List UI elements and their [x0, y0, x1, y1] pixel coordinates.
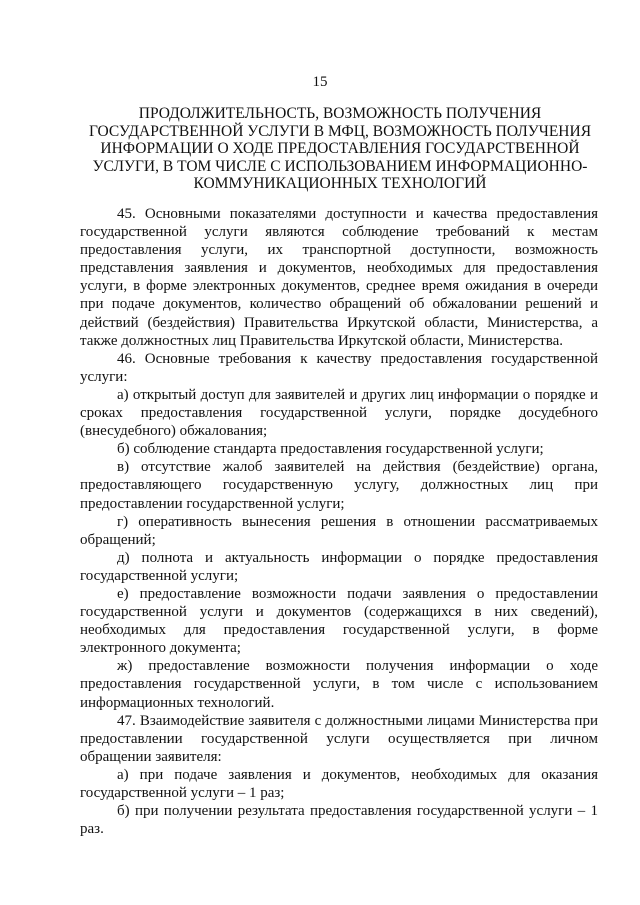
list-item-b-2: б) при получении результата предоставления государственной услуги – 1 раз. [80, 803, 598, 838]
paragraph-47: 47. Взаимодействие заявителя с должностными лицами Министерства при предоставлении государственной услуги осуществляется при личном обращении заявителя: [80, 712, 598, 765]
list-item-a: а) открытый доступ для заявителей и других лиц информации о порядке и сроках предоставления государственной услуги, порядке досудебного (внесудебного) обжалования; [80, 386, 598, 440]
list-item-a-2: а) при подаче заявления и документов, необходимых для оказания государственной услуги – 1 раз; [80, 766, 598, 801]
heading-line: ИНФОРМАЦИИ О ХОДЕ ПРЕДОСТАВЛЕНИЯ ГОСУДАРСТВЕННОЙ [100, 140, 580, 157]
list-item-e: е) предоставление возможности подачи заявления о предоставлении государственной услуги и документов (содержащихся в них сведений), необходимых для предоставления государственной услуги, в форме электронного документа; [80, 585, 598, 657]
list-item-zh: ж) предоставление возможности получения информации о ходе предоставления государственной услуги, в том числе с использованием информационных технологий. [80, 658, 598, 711]
list-item-v: в) отсутствие жалоб заявителей на действия (бездействие) органа, предоставляющего государственную услугу, должностных лиц при предоставлении государственной услуги; [80, 459, 598, 512]
heading-line: ГОСУДАРСТВЕННОЙ УСЛУГИ В МФЦ, ВОЗМОЖНОСТЬ ПОЛУЧЕНИЯ [88, 122, 592, 140]
paragraph-46: 46. Основные требования к качеству предоставления государственной услуги: [80, 350, 598, 385]
list-item-d: д) полнота и актуальность информации о порядке предоставления государственной услуги; [80, 549, 598, 584]
section-heading [82, 105, 598, 193]
document-body [80, 205, 598, 838]
heading-line: УСЛУГИ, В ТОМ ЧИСЛЕ С ИСПОЛЬЗОВАНИЕМ ИНФОРМАЦИОННО- [92, 157, 588, 175]
paragraph-45: 45. Основными показателями доступности и качества предоставления государственной услуги являются соблюдение требований к местам предоставления услуги, их транспортной доступности, возможность представления заявления и документов, необходимых для предоставления услуги, в форме электронных документов, среднее время ожидания в очереди при подаче документов, количество обращений об обжаловании решений и действий (бездействия) Правительства Иркутской области, Министерства, а также должностных лиц Правительства Иркутской области, Министерства. [80, 206, 598, 349]
list-item-b: б) соблюдение стандарта предоставления государственной услуги; [117, 441, 544, 458]
list-item-g: г) оперативность вынесения решения в отношении рассматриваемых обращений; [80, 513, 598, 548]
heading-line: ПРОДОЛЖИТЕЛЬНОСТЬ, ВОЗМОЖНОСТЬ ПОЛУЧЕНИЯ [138, 105, 542, 122]
page-number: 15 [312, 74, 328, 90]
heading-line: КОММУНИКАЦИОННЫХ ТЕХНОЛОГИЙ [193, 175, 487, 192]
